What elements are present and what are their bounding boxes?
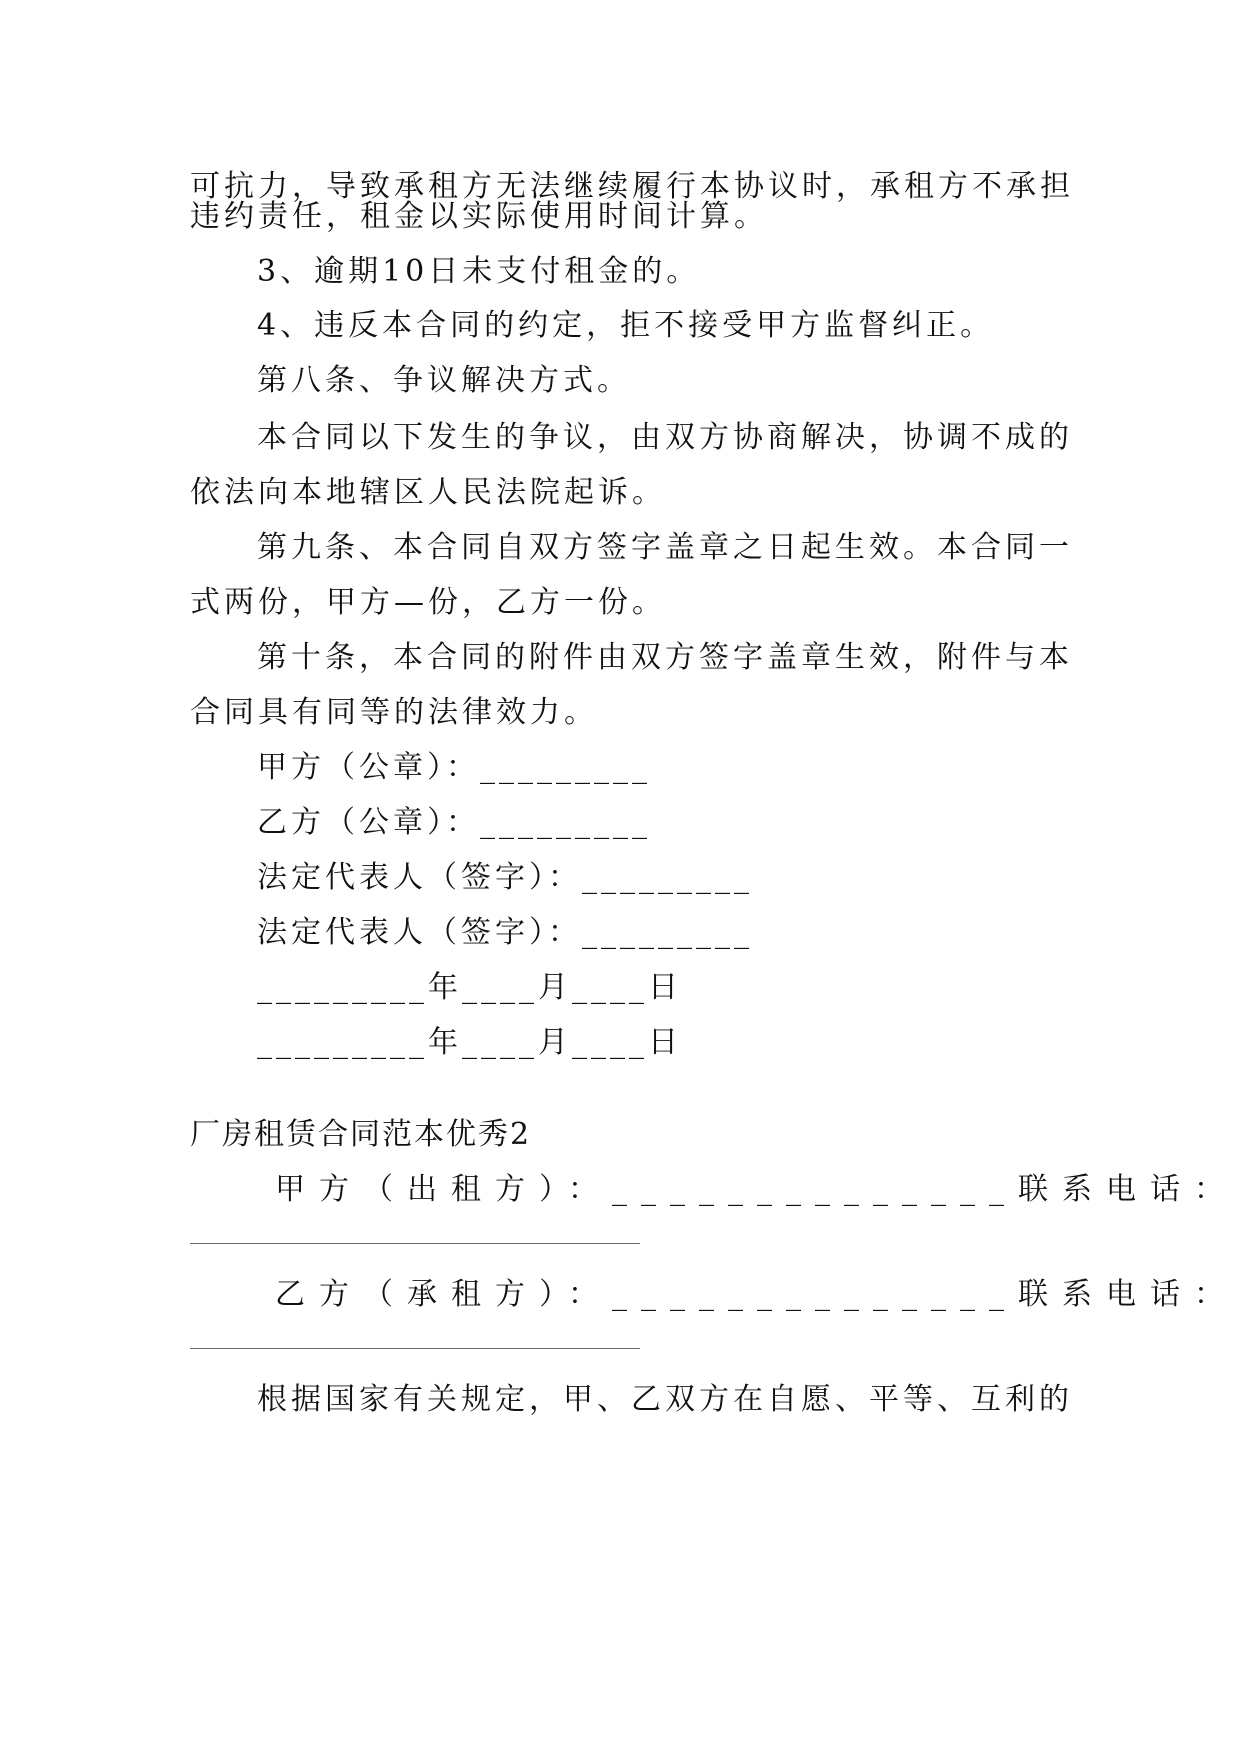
paragraph-line: 根据国家有关规定，甲、乙双方在自愿、平等、互利的 <box>257 1382 1073 1417</box>
date-line-a: _________年____月____日 <box>257 970 682 1005</box>
signature-party-a: 甲方（公章）：_________ <box>257 750 651 785</box>
paragraph-line: 第十条，本合同的附件由双方签字盖章生效，附件与本 <box>257 640 1073 675</box>
paragraph-line: 依法向本地辖区人民法院起诉。 <box>190 475 666 510</box>
signature-party-b: 乙方（公章）：_________ <box>257 805 651 840</box>
paragraph-line: 式两份，甲方—份，乙方一份。 <box>190 585 666 620</box>
party-a-line: 甲方（出租方）：______________联系电话： <box>275 1172 1238 1207</box>
signature-representative-b: 法定代表人（签字）：_________ <box>257 915 753 950</box>
paragraph-line: 第九条、本合同自双方签字盖章之日起生效。本合同一 <box>257 530 1073 565</box>
paragraph-line: 违约责任，租金以实际使用时间计算。 <box>190 199 768 234</box>
paragraph-line: 可抗力，导致承租方无法继续履行本协议时，承租方不承担 <box>190 169 1074 204</box>
party-b-line: 乙方（承租方）：______________联系电话： <box>275 1277 1238 1312</box>
article-heading: 第八条、争议解决方式。 <box>257 363 631 398</box>
paragraph-line: 本合同以下发生的争议，由双方协商解决，协调不成的 <box>257 420 1073 455</box>
signature-representative-a: 法定代表人（签字）：_________ <box>257 860 753 895</box>
phone-underline-a <box>190 1243 640 1244</box>
paragraph-line: 4、违反本合同的约定，拒不接受甲方监督纠正。 <box>257 308 995 343</box>
phone-underline-b <box>190 1348 640 1349</box>
paragraph-line: 合同具有同等的法律效力。 <box>190 695 598 730</box>
section-title: 厂房租赁合同范本优秀2 <box>190 1117 532 1152</box>
paragraph-line: 3、逾期10日未支付租金的。 <box>257 254 701 289</box>
date-line-b: _________年____月____日 <box>257 1025 682 1060</box>
